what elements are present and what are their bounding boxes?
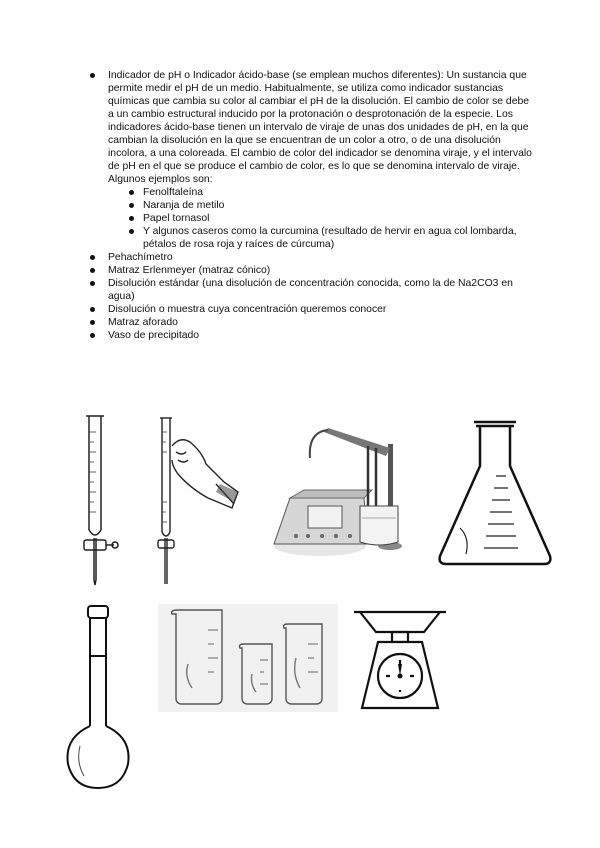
list-item-beaker: Vaso de precipitado [88,329,533,342]
list-item-example: Naranja de metilo [108,199,533,212]
burette-icon [70,412,120,588]
examples-intro: Algunos ejemplos son: [108,174,213,185]
list-item-example: Fenolftaleína [108,186,533,199]
list-item-sample-solution: Disolución o muestra cuya concentración queremos conocer [88,303,533,316]
volumetric-flask-icon [58,604,138,792]
burette-in-hand-icon [146,412,242,592]
indicator-description: Indicador de pH o Indicador ácido-base (se emplean muchos diferentes): Un sustancia que permite medir el pH de un medio. Habitualmente, se utiliza como indicador sustancias químicas que cambia su color al cambiar el pH de la disolución. El cambio de color se debe a un cambio estructural inducido por la protonación o desprotonación de la especie. Los indicadores ácido-base tienen un intervalo de viraje de unas dos unidades de pH, en la que cambian la disolución en la que se encuentran de un color a otro, o de una disolución incolora, a una coloreada. El cambio de color del indicador se denomina viraje, y el intervalo de pH en el que se produce el cambio de color, es lo que se denomina intervalo de viraje. [108,70,532,172]
list-item-standard-solution: Disolución estándar (una disolución de concentración conocida, como la de Na2CO3 en agua) [88,277,533,303]
list-item-volumetric-flask: Matraz aforado [88,316,533,329]
erlenmeyer-flask-icon [430,418,560,570]
beakers-icon [158,604,338,712]
list-item-indicator [88,69,533,251]
list-item-example: Y algunos caseros como la curcumina (resultado de hervir en agua col lombarda, pétalos de rosa roja y raíces de cúrcuma) [108,225,533,251]
list-item-example: Papel tornasol [108,212,533,225]
ph-meter-icon [268,418,424,560]
indicator-examples-list [108,186,533,251]
list-item-ph-meter: Pehachímetro [88,251,533,264]
kitchen-scale-icon [350,606,450,714]
materials-list [88,69,533,342]
list-item-erlenmeyer: Matraz Erlenmeyer (matraz cónico) [88,264,533,277]
